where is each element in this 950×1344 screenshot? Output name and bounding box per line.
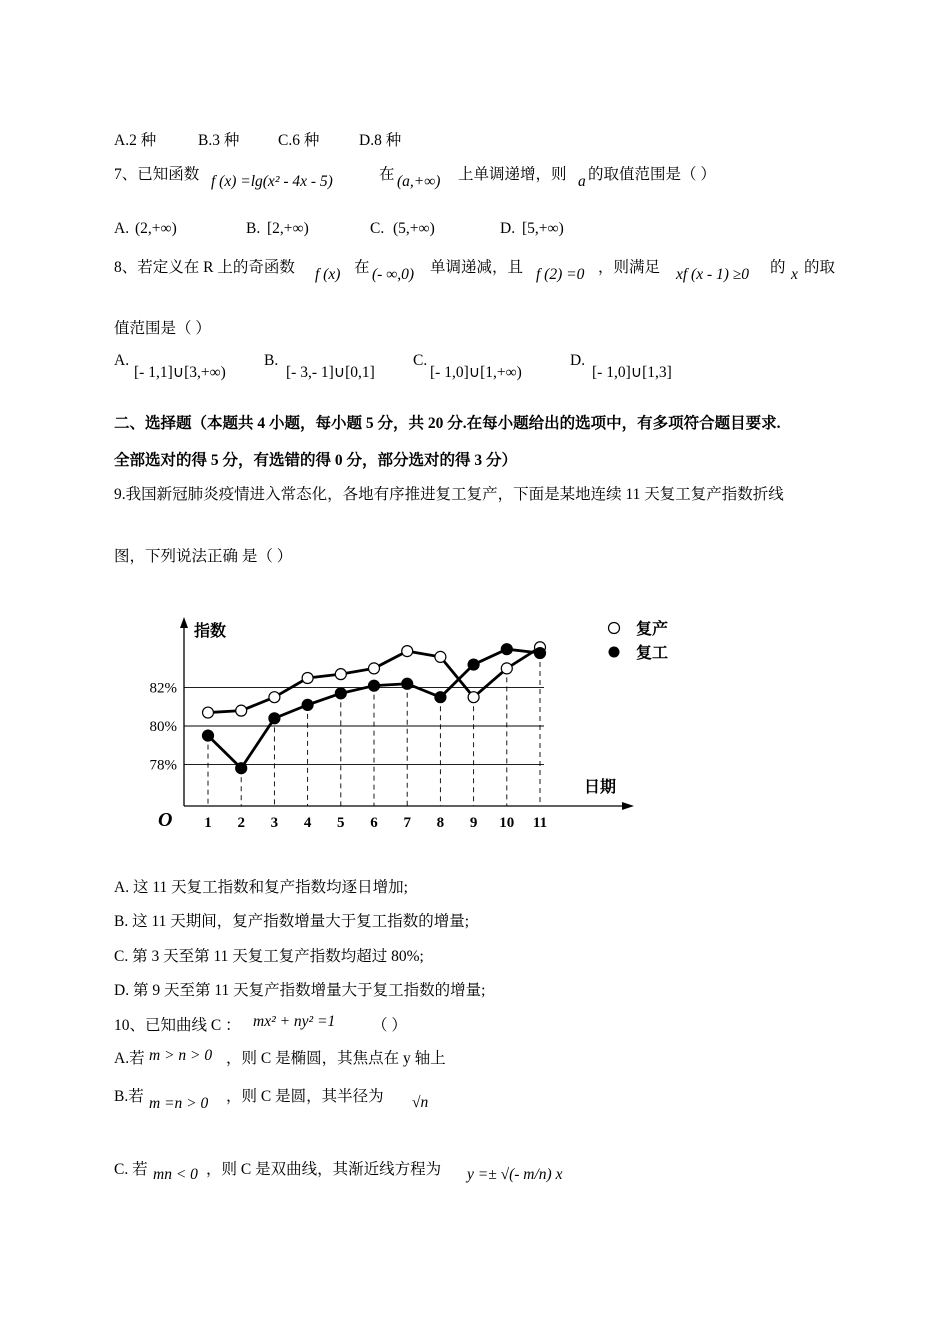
fugong-point [402,678,413,689]
q8-mid2: ，则满足 [598,259,661,276]
fugong-point [203,730,214,741]
q10-c-post: ，则 C 是双曲线，其渐近线方程为 [206,1161,442,1178]
legend-marker-open [609,623,620,634]
x-tick-label: 8 [436,815,445,831]
index-line-chart [140,606,700,840]
q8-in: 在 [354,259,370,276]
q10-equation: mx² + ny² =1 [253,1013,336,1030]
legend-marker-filled [609,647,620,658]
fuchan-point [435,651,446,662]
fuchan-point [302,673,313,684]
q7-option-c-label: C. [370,220,385,237]
q8-inequality: xf (x - 1) ≥0 [676,266,750,283]
fuchan-point [269,692,280,703]
x-tick-label: 10 [499,815,515,831]
q7-option-d-label: D. [500,220,516,237]
fugong-point [468,659,479,670]
q8-stem-pre: 8、若定义在 R 上的奇函数 [114,259,295,276]
section2-line2: 全部选对的得 5 分，有选错的得 0 分，部分选对的得 3 分） [114,452,518,469]
q6-option-d: D.8 种 [359,132,402,149]
fugong-point [302,699,313,710]
q7-option-b: [2,+∞) [267,220,309,237]
y-axis-arrow [180,617,188,628]
q7-interval: (a,+∞) [397,173,441,190]
legend-label-fugong: 复工 [636,645,669,662]
q10-c-condition: mn < 0 [153,1166,198,1183]
q10-c-pre: C. 若 [114,1161,148,1178]
fuchan-point [468,692,479,703]
x-tick-label: 11 [532,815,548,831]
fugong-point [369,680,380,691]
q7-var-a: a [578,173,586,190]
y-axis-label: 指数 [194,623,227,640]
fuchan-point [203,707,214,718]
fugong-point [501,644,512,655]
q8-x: x [791,266,798,283]
section2-line1: 二、选择题（本题共 4 小题，每小题 5 分，共 20 分.在每小题给出的选项中，有多项符合题目要求. [114,415,781,432]
x-tick-label: 3 [270,815,279,831]
fuchan-point [501,663,512,674]
q7-option-b-label: B. [246,220,261,237]
q8-option-d: [- 1,0]∪[1,3] [592,364,672,381]
q10-a-pre: A.若 [114,1050,145,1067]
q7-option-c: (5,+∞) [393,220,435,237]
q8-option-c: [- 1,0]∪[1,+∞) [430,364,522,381]
q10-paren: （ ） [372,1017,407,1034]
fuchan-point [236,705,247,716]
q7-option-a: (2,+∞) [135,220,177,237]
x-tick-label: 9 [469,815,478,831]
q8-mid: 单调递减，且 [430,259,524,276]
q10-a-post: ，则 C 是椭圆，其焦点在 y 轴上 [226,1050,446,1067]
q8-condition: f (2) =0 [536,266,585,283]
x-tick-label: 7 [403,815,411,831]
q8-function: f (x) [315,266,341,283]
q7-stem-post: 上单调递增，则 [458,166,567,183]
fuchan-point [402,646,413,657]
q8-line2: 值范围是（ ） [114,320,211,337]
x-tick-label: 4 [303,815,312,831]
q7-function: f (x) =lg(x² - 4x - 5) [211,173,333,190]
x-axis-arrow [622,802,634,810]
y-tick-label: 78% [149,757,177,774]
q7-option-d: [5,+∞) [522,220,564,237]
x-tick-label: 6 [370,815,378,831]
q10-a-condition: m > n > 0 [149,1047,213,1064]
q6-option-a: A.2 种 [114,132,157,149]
q9-stem-line2: 图，下列说法正确 是（ ） [114,548,293,565]
q9-option-b: B. 这 11 天期间，复产指数增量大于复工指数的增量; [114,913,470,930]
q10-b-pre: B.若 [114,1088,144,1105]
q10-b-post: ，则 C 是圆，其半径为 [226,1088,384,1105]
q8-option-c-label: C. [413,352,428,369]
q7-tail: 的取值范围是（ ） [588,166,716,183]
q8-de: 的 [770,259,786,276]
q8-option-a: [- 1,1]∪[3,+∞) [134,364,226,381]
q7-in: 在 [379,166,395,183]
q9-option-a: A. 这 11 天复工指数和复产指数均逐日增加; [114,879,408,896]
q7-option-a-label: A. [114,220,130,237]
q7-stem-pre: 7、已知函数 [114,166,200,183]
y-tick-label: 80% [149,719,177,735]
q8-option-d-label: D. [570,352,586,369]
q10-b-radius: √n [412,1094,429,1111]
q10-b-condition: m =n > 0 [149,1095,209,1112]
origin-label: O [158,809,173,831]
q10-stem-pre: 10、已知曲线 C ： [114,1017,241,1034]
q9-stem-line1: 9.我国新冠肺炎疫情进入常态化，各地有序推进复工复产，下面是某地连续 11 天复工复产指数折线 [114,486,784,503]
fugong-point [535,648,546,659]
q6-option-c: C.6 种 [278,132,320,149]
q8-tail: 的取 [804,259,836,276]
fuchan-point [335,669,346,680]
x-axis-label: 日期 [584,779,617,796]
fugong-point [269,713,280,724]
x-tick-label: 5 [337,815,345,831]
x-tick-label: 1 [204,815,212,831]
q6-option-b: B.3 种 [198,132,240,149]
q8-option-a-label: A. [114,352,130,369]
q9-option-d: D. 第 9 天至第 11 天复产指数增量大于复工指数的增量; [114,982,486,999]
fugong-point [435,692,446,703]
legend-label-fuchan: 复产 [636,621,669,638]
q8-option-b: [- 3,- 1]∪[0,1] [286,364,375,381]
q8-interval: (- ∞,0) [372,266,415,283]
x-tick-label: 2 [237,815,245,831]
fugong-point [236,763,247,774]
fugong-point [335,688,346,699]
q10-c-asymptote: y =± √(- m/n) x [467,1166,563,1183]
q9-option-c: C. 第 3 天至第 11 天复工复产指数均超过 80%; [114,948,424,965]
y-tick-label: 82% [149,680,177,697]
q8-option-b-label: B. [264,352,279,369]
fuchan-point [369,663,380,674]
